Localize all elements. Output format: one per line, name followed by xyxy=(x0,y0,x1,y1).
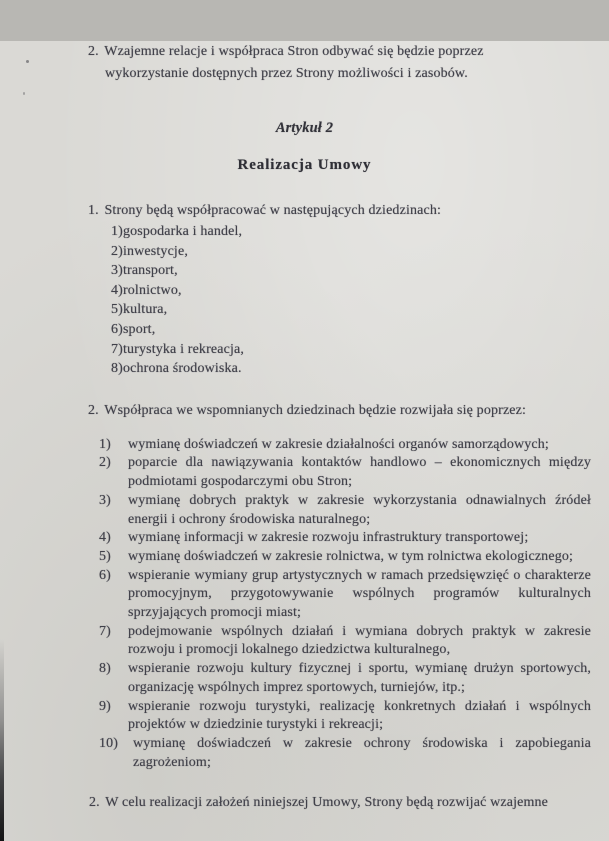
list-item: 5)kultura, xyxy=(111,302,168,318)
list-item xyxy=(99,660,591,697)
item-text: podejmowanie wspólnych działań i wymiana dobrych praktyk w zakresie rozwoju i promocji lokalnego dziedzictwa kulturalnego, xyxy=(128,623,591,658)
list-item xyxy=(99,567,591,623)
item-text: wspieranie rozwoju kultury fizycznej i sportu, wymianę drużyn sportowych, organizację wspólnych imprez sportowych, turniejów, itp.; xyxy=(128,661,591,695)
item-number: 1) xyxy=(99,436,111,452)
item-text: wymianę informacji w zakresie rozwoju infrastruktury transportowej; xyxy=(128,530,529,546)
item-number: 3) xyxy=(99,492,111,508)
cooperation-list xyxy=(99,436,591,773)
item-number: 7) xyxy=(99,623,111,639)
paragraph-number: 2. xyxy=(88,402,99,418)
list-item xyxy=(99,698,591,735)
list-item xyxy=(99,454,591,491)
scan-speck xyxy=(26,60,29,63)
item-text: wymianę doświadczeń w zakresie rolnictwa, w tym rolnictwa ekologicznego; xyxy=(128,548,574,564)
clause1-text: Strony będą współpracować w następujących dziedzinach: xyxy=(104,203,442,218)
clause1-paragraph xyxy=(88,201,579,221)
item-text: wymianę dobrych praktyk w zakresie wykorzystania odnawialnych źródeł energii i ochrony środowiska naturalnego; xyxy=(128,492,591,527)
section-title: Realizacja Umowy xyxy=(237,157,372,173)
scan-edge-shadow xyxy=(0,639,4,841)
list-item: 8)ochrona środowiska. xyxy=(111,361,242,377)
list-item: 3)transport, xyxy=(111,263,178,279)
paragraph-number: 1. xyxy=(88,203,99,218)
list-item xyxy=(99,548,591,567)
paragraph-number: 2. xyxy=(88,44,99,59)
item-number: 8) xyxy=(99,661,111,677)
item-number: 6) xyxy=(99,567,111,583)
article-heading: Artykuł 2 xyxy=(275,120,334,136)
list-item: 7)turystyka i rekreacja, xyxy=(111,341,245,357)
item-text: wymianę doświadczeń w zakresie ochrony środowiska i zapobiegania zagrożeniom; xyxy=(133,736,591,770)
list-item xyxy=(99,436,591,455)
domains-list xyxy=(111,222,609,379)
item-text: wspieranie wymiany grup artystycznych w ramach przedsięwzięć o charakterze promocyjnym, przygotowywanie wspólnych programów kulturalnych sprzyjających promocji miast; xyxy=(128,567,591,621)
list-item xyxy=(99,735,591,772)
closing-text: W celu realizacji założeń niniejszej Umowy, Strony będą rozwijać wzajemne xyxy=(105,795,549,811)
item-number: 10) xyxy=(99,736,119,751)
list-item xyxy=(99,492,591,529)
paragraph-number: 2. xyxy=(89,795,100,811)
item-number: 9) xyxy=(99,698,111,714)
intro-paragraph xyxy=(88,41,553,85)
item-number: 5) xyxy=(99,548,111,564)
list-item: 4)rolnictwo, xyxy=(111,282,182,298)
list-item: 2)inwestycje, xyxy=(111,243,188,259)
scan-speck xyxy=(23,92,25,95)
closing-paragraph xyxy=(89,793,599,813)
scanned-document-page xyxy=(0,41,609,841)
list-item: 1)gospodarka i handel, xyxy=(111,224,243,239)
clause2-text: Współpraca we wspomnianych dziedzinach będzie rozwijała się poprzez: xyxy=(104,402,527,418)
item-text: wymianę doświadczeń w zakresie działalności organów samorządowych; xyxy=(128,436,549,452)
item-text: wspieranie rozwoju turystyki, realizację konkretnych działań i wspólnych projektów w dziedzinie turystyki i rekreacji; xyxy=(128,698,591,733)
item-number: 4) xyxy=(99,530,111,546)
item-text: poparcie dla nawiązywania kontaktów handlowo – ekonomicznych między podmiotami gospodarczymi obu Stron; xyxy=(128,455,591,490)
list-item xyxy=(99,529,591,548)
intro-paragraph-text: Wzajemne relacje i współpraca Stron odbywać się będzie poprzez wykorzystanie dostępnych przez Strony możliwości i zasobów. xyxy=(104,44,484,81)
item-number: 2) xyxy=(99,455,111,471)
clause2-paragraph xyxy=(88,401,595,421)
list-item xyxy=(99,623,591,660)
list-item: 6)sport, xyxy=(111,321,156,337)
